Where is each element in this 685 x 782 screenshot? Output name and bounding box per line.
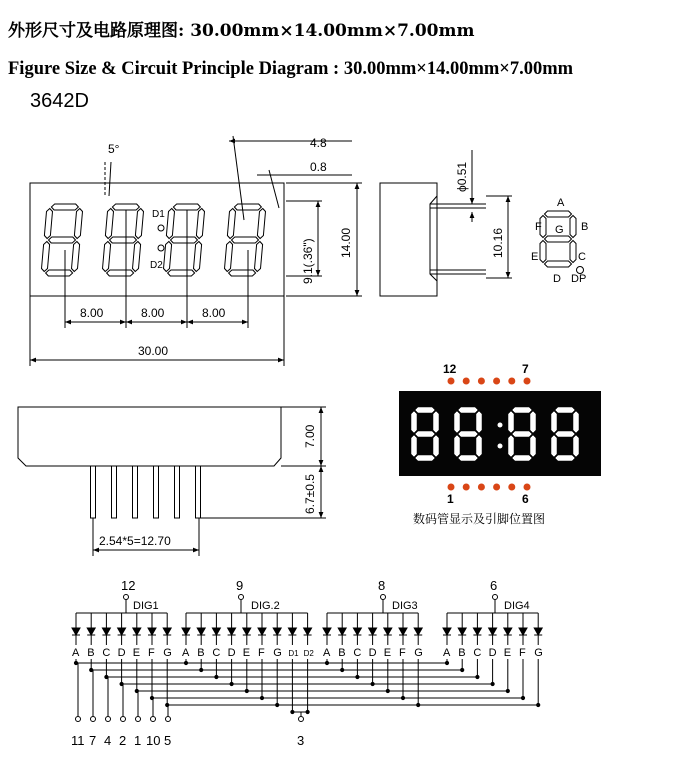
segment-pin-terminal [166, 717, 171, 722]
segment-g [459, 432, 478, 437]
segment-g [48, 237, 76, 243]
dim-pitch-2: 8.00 [141, 306, 165, 320]
segment-d [416, 456, 435, 461]
segment-label: A [182, 647, 190, 659]
segment-a [513, 408, 532, 413]
circuit-digit-2 [182, 578, 314, 714]
legend-g: G [555, 224, 564, 236]
segment-pin-terminal [91, 717, 96, 722]
digit-name: DIG4 [504, 600, 530, 612]
photo-label-1: 1 [447, 492, 454, 506]
pin-3 [133, 466, 138, 518]
led-diode [519, 628, 527, 635]
legend-e: E [531, 251, 539, 263]
segment-pin-terminal [121, 717, 126, 722]
led-diode [243, 628, 251, 635]
led-diode [304, 628, 312, 635]
segment-a [459, 408, 478, 413]
segment-pin-terminal [136, 717, 141, 722]
led-diode [489, 628, 497, 635]
segment-label: A [323, 647, 331, 659]
dim-pin-spacing-label: 10.16 [491, 227, 505, 258]
photo-pin-bottom [463, 484, 470, 491]
led-diode [323, 628, 331, 635]
segment-label: B [197, 647, 205, 659]
segment-c [254, 242, 263, 272]
segment-b [574, 412, 579, 433]
digit-pin-terminal [239, 595, 244, 600]
colon-pin-number: 3 [297, 733, 305, 748]
legend-a: A [557, 197, 565, 209]
front-digit-3 [163, 204, 205, 276]
dim-pin-dia: ϕ0.51 [455, 161, 469, 192]
legend-b: B [581, 221, 589, 233]
segment-label: B [338, 647, 346, 659]
segment-g [513, 432, 532, 437]
dim-pitch-1: 8.00 [80, 306, 104, 320]
segment-d [556, 456, 575, 461]
led-diode [384, 628, 392, 635]
segment-c [477, 436, 482, 457]
led-diode [133, 628, 141, 635]
segment-pin-number: 4 [104, 733, 112, 748]
segment-b [196, 209, 205, 239]
junction-dot [90, 668, 93, 671]
model-number: 3642D [30, 90, 89, 112]
led-diode [228, 628, 236, 635]
led-diode [534, 628, 542, 635]
led-diode [369, 628, 377, 635]
segment-label: F [148, 647, 155, 659]
pin-5 [175, 466, 180, 518]
side-pin-bend [430, 196, 437, 281]
led-diode [473, 628, 481, 635]
pin-4 [154, 466, 159, 518]
segment-c [574, 436, 579, 457]
colon-label-d1: D1 [152, 209, 165, 220]
segment-e [455, 436, 460, 457]
segment-e [412, 436, 417, 457]
segment-b [477, 412, 482, 433]
photo-pin-top [508, 378, 515, 385]
segment-a [556, 408, 575, 413]
segment-pin-number: 1 [134, 733, 142, 748]
segment-e [163, 242, 172, 272]
led-diode [504, 628, 512, 635]
segment-label: G [534, 647, 543, 659]
led-diode [163, 628, 171, 635]
segment-label: G [273, 647, 282, 659]
segment-label: D [488, 647, 497, 659]
segment-e [509, 436, 514, 457]
segment-c [570, 241, 576, 263]
pin-1 [91, 466, 96, 518]
segment-a [51, 204, 79, 210]
segment-c [193, 242, 202, 272]
segment-c [71, 242, 80, 272]
segment-a [234, 204, 262, 210]
dim-height-label: 14.00 [339, 227, 353, 258]
segment-label: F [399, 647, 406, 659]
photo-pin-top [524, 378, 531, 385]
segment-pin-number: 2 [119, 733, 127, 748]
segment-e [552, 436, 557, 457]
digit-name: DIG1 [133, 600, 159, 612]
segment-label: C [473, 647, 482, 659]
segment-label: E [503, 647, 512, 659]
pin-6 [196, 466, 201, 518]
photo-colon-bottom [498, 444, 503, 449]
segment-b [434, 412, 439, 433]
segment-label: G [163, 647, 172, 659]
photo-label-12: 12 [443, 362, 457, 376]
segment-b [257, 209, 266, 239]
photo-pin-bottom [524, 484, 531, 491]
segment-pin-terminal [151, 717, 156, 722]
digit-pin-terminal [381, 595, 386, 600]
photo-pin-bottom [478, 484, 485, 491]
legend-c: C [578, 251, 586, 263]
led-diode [288, 628, 296, 635]
segment-d [513, 456, 532, 461]
circuit-diagram [71, 578, 543, 748]
digit-pin-terminal [493, 595, 498, 600]
segment-pin-terminal [76, 717, 81, 722]
dim-digit-height-label: 9.1(.36") [301, 238, 315, 284]
colon-dot-d2 [158, 245, 164, 251]
segment-b [74, 209, 83, 239]
segment-g [231, 237, 259, 243]
circuit-digit-1 [72, 578, 172, 707]
title-chinese: 外形尺寸及电路原理图: 30.00mm×14.00mm×7.00mm [8, 21, 475, 41]
segment-label: G [414, 647, 423, 659]
segment-label: F [519, 647, 526, 659]
segment-f [552, 412, 557, 433]
photo-label-6: 6 [522, 492, 529, 506]
led-diode [414, 628, 422, 635]
photo-colon-top [498, 423, 503, 428]
segment-label: A [443, 647, 451, 659]
segment-label: D1 [288, 649, 299, 658]
led-diode [148, 628, 156, 635]
photo-pin-bottom [493, 484, 500, 491]
segment-e [102, 242, 111, 272]
photo-label-7: 7 [522, 362, 529, 376]
segment-g [170, 237, 198, 243]
segment-label: A [72, 647, 80, 659]
display-body-outline [30, 183, 284, 296]
led-diode [258, 628, 266, 635]
segment-label: C [212, 647, 221, 659]
led-diode [399, 628, 407, 635]
dim-pitch-3: 8.00 [202, 306, 226, 320]
segment-pin-terminal [106, 717, 111, 722]
front-digit-4 [224, 204, 266, 276]
segment-f [105, 209, 114, 239]
photo-pin-top [493, 378, 500, 385]
segment-label: E [132, 647, 141, 659]
dim-width-label: 30.00 [138, 344, 169, 358]
front-digit-2 [102, 204, 144, 276]
pin-2 [112, 466, 117, 518]
led-diode [197, 628, 205, 635]
segment-e [41, 242, 50, 272]
segment-a [112, 204, 140, 210]
colon-dot-d1 [158, 225, 164, 231]
segment-legend-digit [540, 211, 576, 267]
segment-label: E [383, 647, 392, 659]
digit-pin-number: 6 [490, 578, 498, 593]
segment-d [459, 456, 478, 461]
segment-f [412, 412, 417, 433]
side-body-outline [380, 183, 437, 296]
segment-f [44, 209, 53, 239]
segment-d [106, 270, 134, 276]
extension-line [269, 170, 279, 208]
dim-segment-width: 4.8 [310, 136, 327, 150]
digit-pin-number: 9 [236, 578, 244, 593]
led-diode [338, 628, 346, 635]
junction-dot [74, 661, 77, 664]
segment-e [224, 242, 233, 272]
segment-f [227, 209, 236, 239]
segment-d [167, 270, 195, 276]
segment-label: D2 [303, 649, 314, 658]
segment-pin-number: 11 [71, 733, 85, 748]
bottom-pins [91, 466, 201, 518]
angle-line [109, 162, 111, 196]
digit-name: DIG3 [392, 600, 418, 612]
segment-b [531, 412, 536, 433]
segment-label: E [242, 647, 251, 659]
legend-f: F [535, 221, 542, 233]
bottom-body-outline [18, 407, 281, 466]
segment-label: F [258, 647, 265, 659]
segment-g [556, 432, 575, 437]
segment-d [45, 270, 73, 276]
led-diode [353, 628, 361, 635]
segment-label: D [117, 647, 126, 659]
segment-label: B [458, 647, 466, 659]
photo-pin-top [448, 378, 455, 385]
segment-pin-number: 10 [146, 733, 161, 748]
segment-c [434, 436, 439, 457]
photo-pin-bottom [448, 484, 455, 491]
bottom-view [18, 407, 326, 556]
digit-pin-number: 12 [121, 578, 136, 593]
segment-pin-number: 5 [164, 733, 172, 748]
segment-label: B [87, 647, 95, 659]
segment-a [416, 408, 435, 413]
segment-f [509, 412, 514, 433]
led-diode [118, 628, 126, 635]
segment-b [135, 209, 144, 239]
digit-name: DIG.2 [251, 600, 280, 612]
segment-label: D [227, 647, 236, 659]
segment-label: C [353, 647, 362, 659]
side-view [380, 150, 512, 296]
angle-label: 5° [108, 142, 120, 156]
dim-pin-row-label: 2.54*5=12.70 [99, 534, 171, 548]
photo-pin-top [478, 378, 485, 385]
segment-d [545, 261, 572, 267]
segment-c [132, 242, 141, 272]
front-digit-1 [41, 204, 83, 276]
display-photo [399, 378, 601, 491]
photo-caption: 数码管显示及引脚位置图 [413, 512, 546, 526]
segment-f [166, 209, 175, 239]
legend-d: D [553, 273, 561, 285]
led-diode [273, 628, 281, 635]
segment-a [173, 204, 201, 210]
dim-pin-length-label: 6.7±0.5 [303, 474, 317, 514]
led-diode [72, 628, 80, 635]
digit-pin-terminal [124, 595, 129, 600]
photo-pin-top [463, 378, 470, 385]
circuit-digit-3 [323, 578, 423, 707]
segment-f [455, 412, 460, 433]
led-diode [212, 628, 220, 635]
led-diode [458, 628, 466, 635]
segment-pin-number: 7 [89, 733, 97, 748]
circuit-digit-4 [443, 578, 543, 707]
led-diode [443, 628, 451, 635]
photo-pin-bottom [508, 484, 515, 491]
segment-e [540, 241, 546, 263]
segment-b [570, 216, 576, 238]
segment-d [228, 270, 256, 276]
led-diode [87, 628, 95, 635]
segment-c [531, 436, 536, 457]
segment-label: C [102, 647, 111, 659]
title-english: Figure Size & Circuit Principle Diagram : 30.00mm×14.00mm×7.00mm [8, 59, 574, 79]
segment-g [416, 432, 435, 437]
colon-label-d2: D2 [150, 260, 163, 271]
segment-label: D [368, 647, 377, 659]
dim-depth-label: 7.00 [303, 424, 317, 448]
segment-a [545, 211, 572, 217]
segment-g [109, 237, 137, 243]
digit-pin-number: 8 [378, 578, 386, 593]
led-diode [182, 628, 190, 635]
dim-segment-gap: 0.8 [310, 160, 327, 174]
segment-g [545, 236, 572, 242]
colon-pin-terminal [299, 717, 304, 722]
legend-dp: DP [571, 273, 587, 285]
segment-buses [71, 663, 538, 748]
led-diode [102, 628, 110, 635]
